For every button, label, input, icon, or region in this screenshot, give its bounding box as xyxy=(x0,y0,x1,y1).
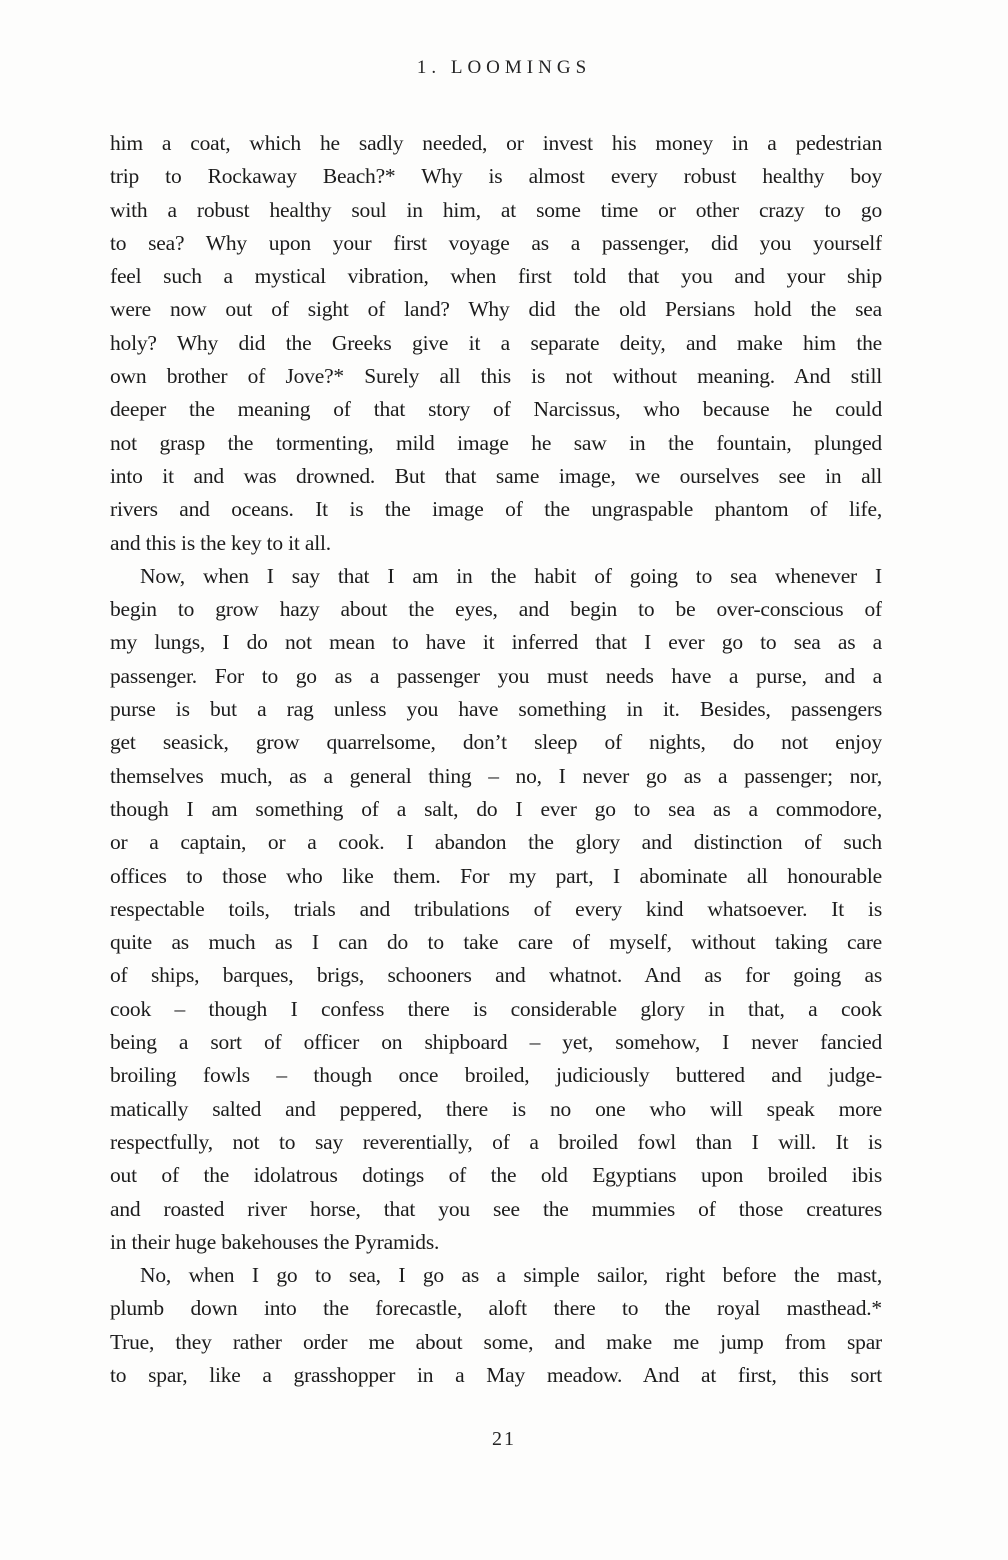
text-line: to spar, like a grasshopper in a May meadow. And at first, this sort xyxy=(110,1362,882,1387)
paragraph xyxy=(110,560,882,1259)
text-line: were now out of sight of land? Why did the old Persians hold the sea xyxy=(110,297,882,322)
text-line: Now, when I say that I am in the habit of going to sea whenever I xyxy=(140,563,882,588)
running-header: 1. LOOMINGS xyxy=(416,57,592,78)
text-line: cook – though I confess there is considerable glory in that, a cook xyxy=(110,996,882,1021)
text-line: and roasted river horse, that you see the mummies of those creatures xyxy=(110,1196,882,1221)
text-line: being a sort of officer on shipboard – yet, somehow, I never fancied xyxy=(110,1030,882,1055)
text-line: holy? Why did the Greeks give it a separate deity, and make him the xyxy=(110,330,882,355)
text-line: him a coat, which he sadly needed, or invest his money in a pedestrian xyxy=(110,131,882,155)
text-line: begin to grow hazy about the eyes, and begin to be over-conscious of xyxy=(110,597,882,622)
text-line: into it and was drowned. But that same image, we ourselves see in all xyxy=(110,463,882,488)
text-line: quite as much as I can do to take care of myself, without taking care xyxy=(110,930,882,955)
text-line: respectfully, not to say reverentially, of a broiled fowl than I will. It is xyxy=(110,1129,882,1154)
text-line: passenger. For to go as a passenger you must needs have a purse, and a xyxy=(110,663,882,688)
text-line: broiling fowls – though once broiled, judiciously buttered and judge- xyxy=(110,1063,882,1088)
text-line: my lungs, I do not mean to have it inferred that I ever go to sea as a xyxy=(110,630,882,655)
text-line: offices to those who like them. For my part, I abominate all honourable xyxy=(110,863,882,888)
page-number: 21 xyxy=(492,1428,516,1450)
text-line: own brother of Jove?* Surely all this is not without meaning. And still xyxy=(110,364,882,389)
text-line: matically salted and peppered, there is no one who will speak more xyxy=(110,1096,882,1121)
text-line: No, when I go to sea, I go as a simple sailor, right before the mast, xyxy=(140,1263,882,1288)
text-line: in their huge bakehouses the Pyramids. xyxy=(110,1229,440,1254)
text-line: and this is the key to it all. xyxy=(110,530,331,555)
text-line: rivers and oceans. It is the image of the ungraspable phantom of life, xyxy=(110,497,882,522)
text-line: purse is but a rag unless you have something in it. Besides, passengers xyxy=(110,697,882,722)
text-line: not grasp the tormenting, mild image he saw in the fountain, plunged xyxy=(110,430,882,455)
text-line: themselves much, as a general thing – no, I never go as a passenger; nor, xyxy=(110,763,882,788)
text-line: out of the idolatrous dotings of the old Egyptians upon broiled ibis xyxy=(110,1163,882,1188)
paragraph xyxy=(110,1259,882,1392)
text-line: plumb down into the forecastle, aloft there to the royal masthead.* xyxy=(110,1296,882,1321)
text-line: to sea? Why upon your first voyage as a passenger, did you yourself xyxy=(110,230,882,255)
text-line: get seasick, grow quarrelsome, don’t sleep of nights, do not enjoy xyxy=(110,730,882,755)
text-line: respectable toils, trials and tribulations of every kind whatsoever. It is xyxy=(110,896,882,921)
text-block xyxy=(110,127,882,1392)
text-line: True, they rather order me about some, and make me jump from spar xyxy=(110,1329,882,1354)
text-line: trip to Rockaway Beach?* Why is almost every robust healthy boy xyxy=(110,164,882,189)
text-line: feel such a mystical vibration, when first told that you and your ship xyxy=(110,264,882,289)
text-line: of ships, barques, brigs, schooners and whatnot. And as for going as xyxy=(110,963,882,988)
text-line: deeper the meaning of that story of Narcissus, who because he could xyxy=(110,397,882,422)
paragraph xyxy=(110,127,882,560)
text-line: with a robust healthy soul in him, at some time or other crazy to go xyxy=(110,197,882,222)
text-line: or a captain, or a cook. I abandon the glory and distinction of such xyxy=(110,830,882,855)
text-line: though I am something of a salt, do I ever go to sea as a commodore, xyxy=(110,796,882,821)
